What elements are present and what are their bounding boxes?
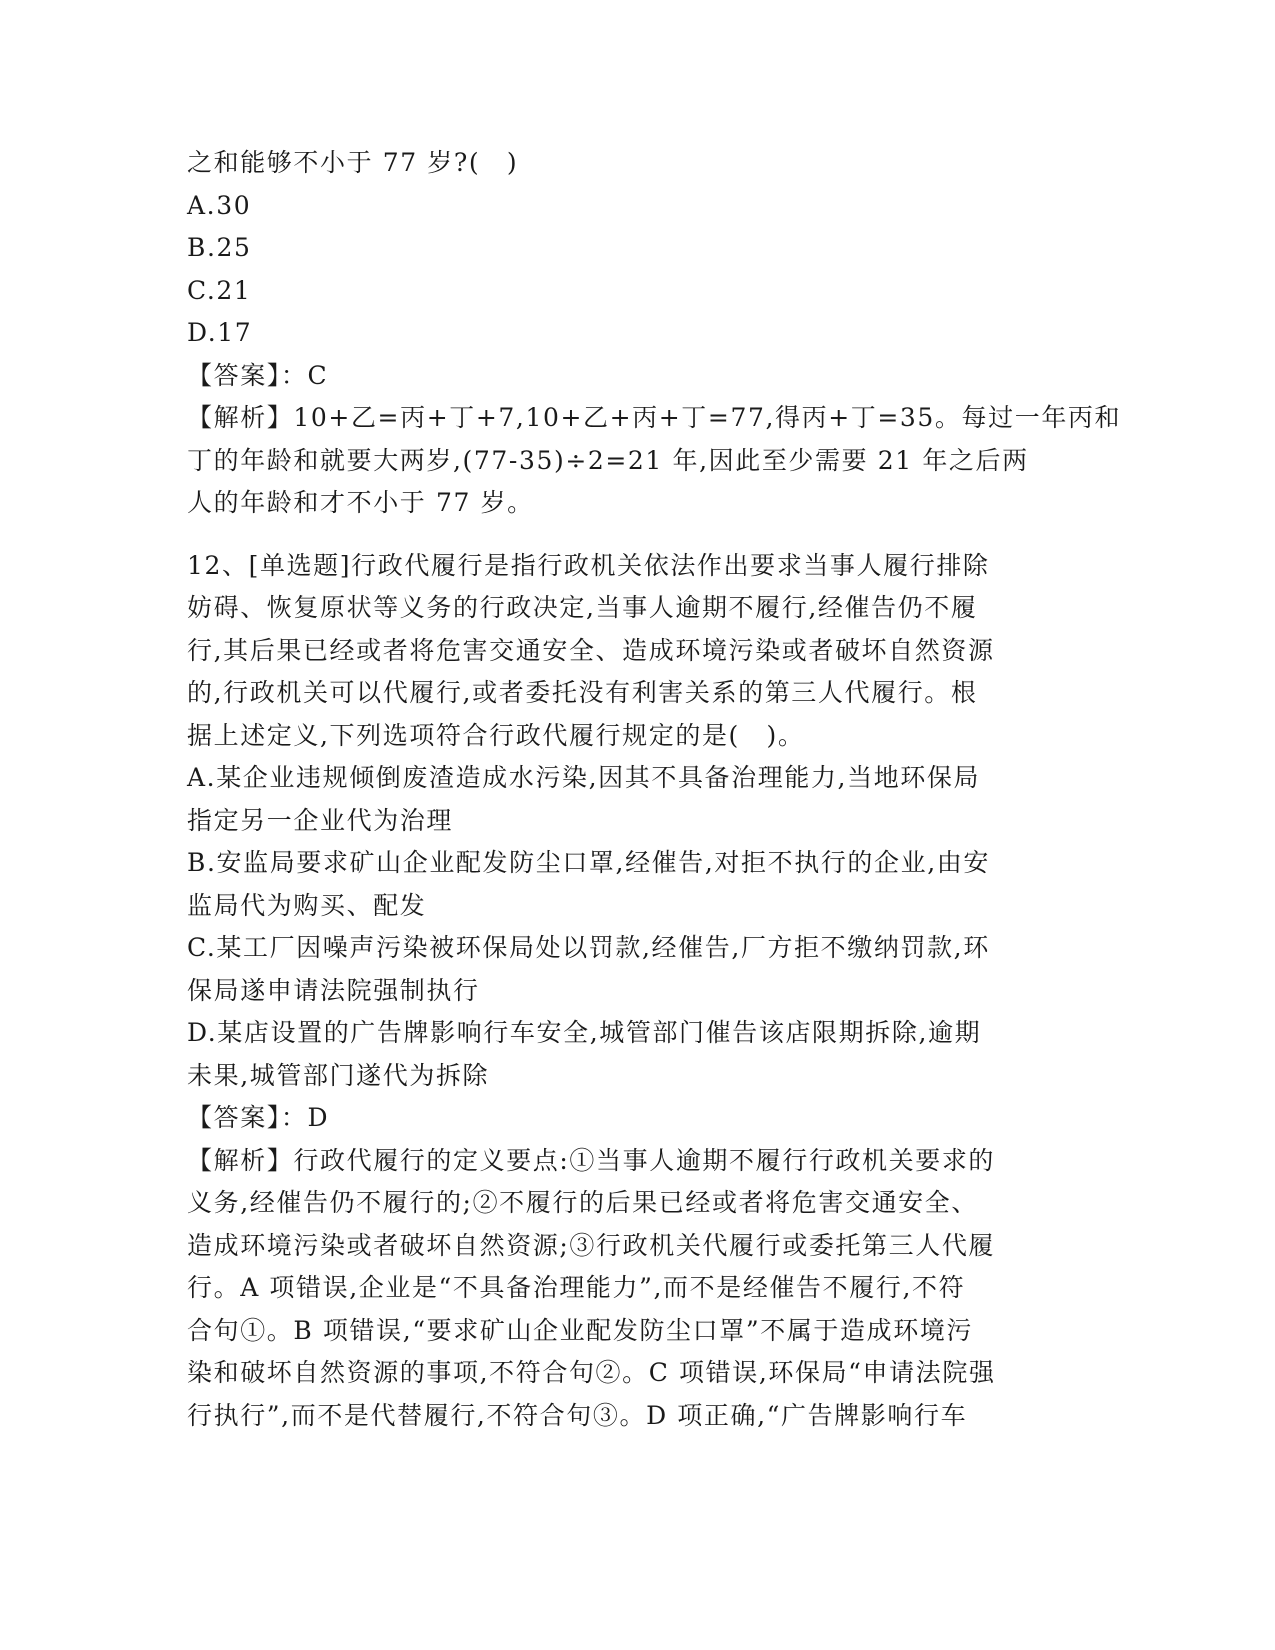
- question-11-option-c: C.21: [187, 275, 252, 305]
- question-12-stem-line: 据上述定义,下列选项符合行政代履行规定的是( )。: [187, 720, 805, 750]
- question-12-option-c: C.某工厂因噪声污染被环保局处以罚款,经催告,厂方拒不缴纳罚款,环: [187, 933, 990, 962]
- question-12-option-d-cont: 未果,城管部门遂代为拆除: [187, 1060, 490, 1090]
- question-11-analysis-line: 丁的年龄和就要大两岁,(77-35)÷2=21 年,因此至少需要 21 年之后两: [187, 445, 1029, 475]
- question-12-option-b: B.安监局要求矿山企业配发防尘口罩,经催告,对拒不执行的企业,由安: [187, 848, 990, 877]
- question-12-stem-line: 妨碍、恢复原状等义务的行政决定,当事人逾期不履行,经催告仍不履: [187, 593, 978, 622]
- question-12-option-c-cont: 保局遂申请法院强制执行: [187, 975, 480, 1005]
- question-11-option-d: D.17: [187, 318, 253, 347]
- question-11-analysis-line: 【解析】10+乙=丙+丁+7,10+乙+丙+丁=77,得丙+丁=35。每过一年丙和: [187, 403, 1122, 432]
- question-11-option-b: B.25: [187, 233, 252, 262]
- question-12-analysis-line: 染和破坏自然资源的事项,不符合句②。C 项错误,环保局“申请法院强: [187, 1358, 996, 1387]
- question-12-analysis-line: 合句①。B 项错误,“要求矿山企业配发防尘口罩”不属于造成环境污: [187, 1315, 974, 1345]
- question-11-stem-tail: 之和能够不小于 77 岁?( ): [187, 148, 519, 177]
- question-11-option-a: A.30: [187, 190, 252, 220]
- question-12-option-d: D.某店设置的广告牌影响行车安全,城管部门催告该店限期拆除,逾期: [187, 1018, 982, 1047]
- question-12-option-b-cont: 监局代为购买、配发: [187, 890, 427, 920]
- question-12-analysis-line: 【解析】行政代履行的定义要点:①当事人逾期不履行行政机关要求的: [187, 1145, 996, 1175]
- question-11-answer: 【答案】：C: [187, 360, 329, 390]
- document-page: [187, 142, 1122, 1437]
- question-11-analysis-line: 人的年龄和才不小于 77 岁。: [187, 488, 534, 517]
- question-12-analysis-line: 行执行”,而不是代替履行,不符合句③。D 项正确,“广告牌影响行车: [187, 1400, 968, 1430]
- question-12-analysis-line: 行。A 项错误,企业是“不具备治理能力”,而不是经催告不履行,不符: [187, 1273, 966, 1302]
- question-spacer: [187, 525, 1087, 545]
- question-12-option-a-cont: 指定另一企业代为治理: [187, 805, 454, 835]
- question-12-analysis-line: 造成环境污染或者破坏自然资源;③行政机关代履行或委托第三人代履: [187, 1230, 996, 1260]
- question-12-option-a: A.某企业违规倾倒废渣造成水污染,因其不具备治理能力,当地环保局: [187, 763, 981, 792]
- question-12-stem-line: 行,其后果已经或者将危害交通安全、造成环境污染或者破坏自然资源: [187, 635, 995, 665]
- question-12-stem-line: 的,行政机关可以代履行,或者委托没有利害关系的第三人代履行。根: [187, 678, 978, 707]
- question-12-analysis-line: 义务,经催告仍不履行的;②不履行的后果已经或者将危害交通安全、: [187, 1188, 978, 1217]
- question-12-stem-line: 12、[单选题]行政代履行是指行政机关依法作出要求当事人履行排除: [187, 550, 990, 580]
- question-12-answer: 【答案】：D: [187, 1103, 330, 1132]
